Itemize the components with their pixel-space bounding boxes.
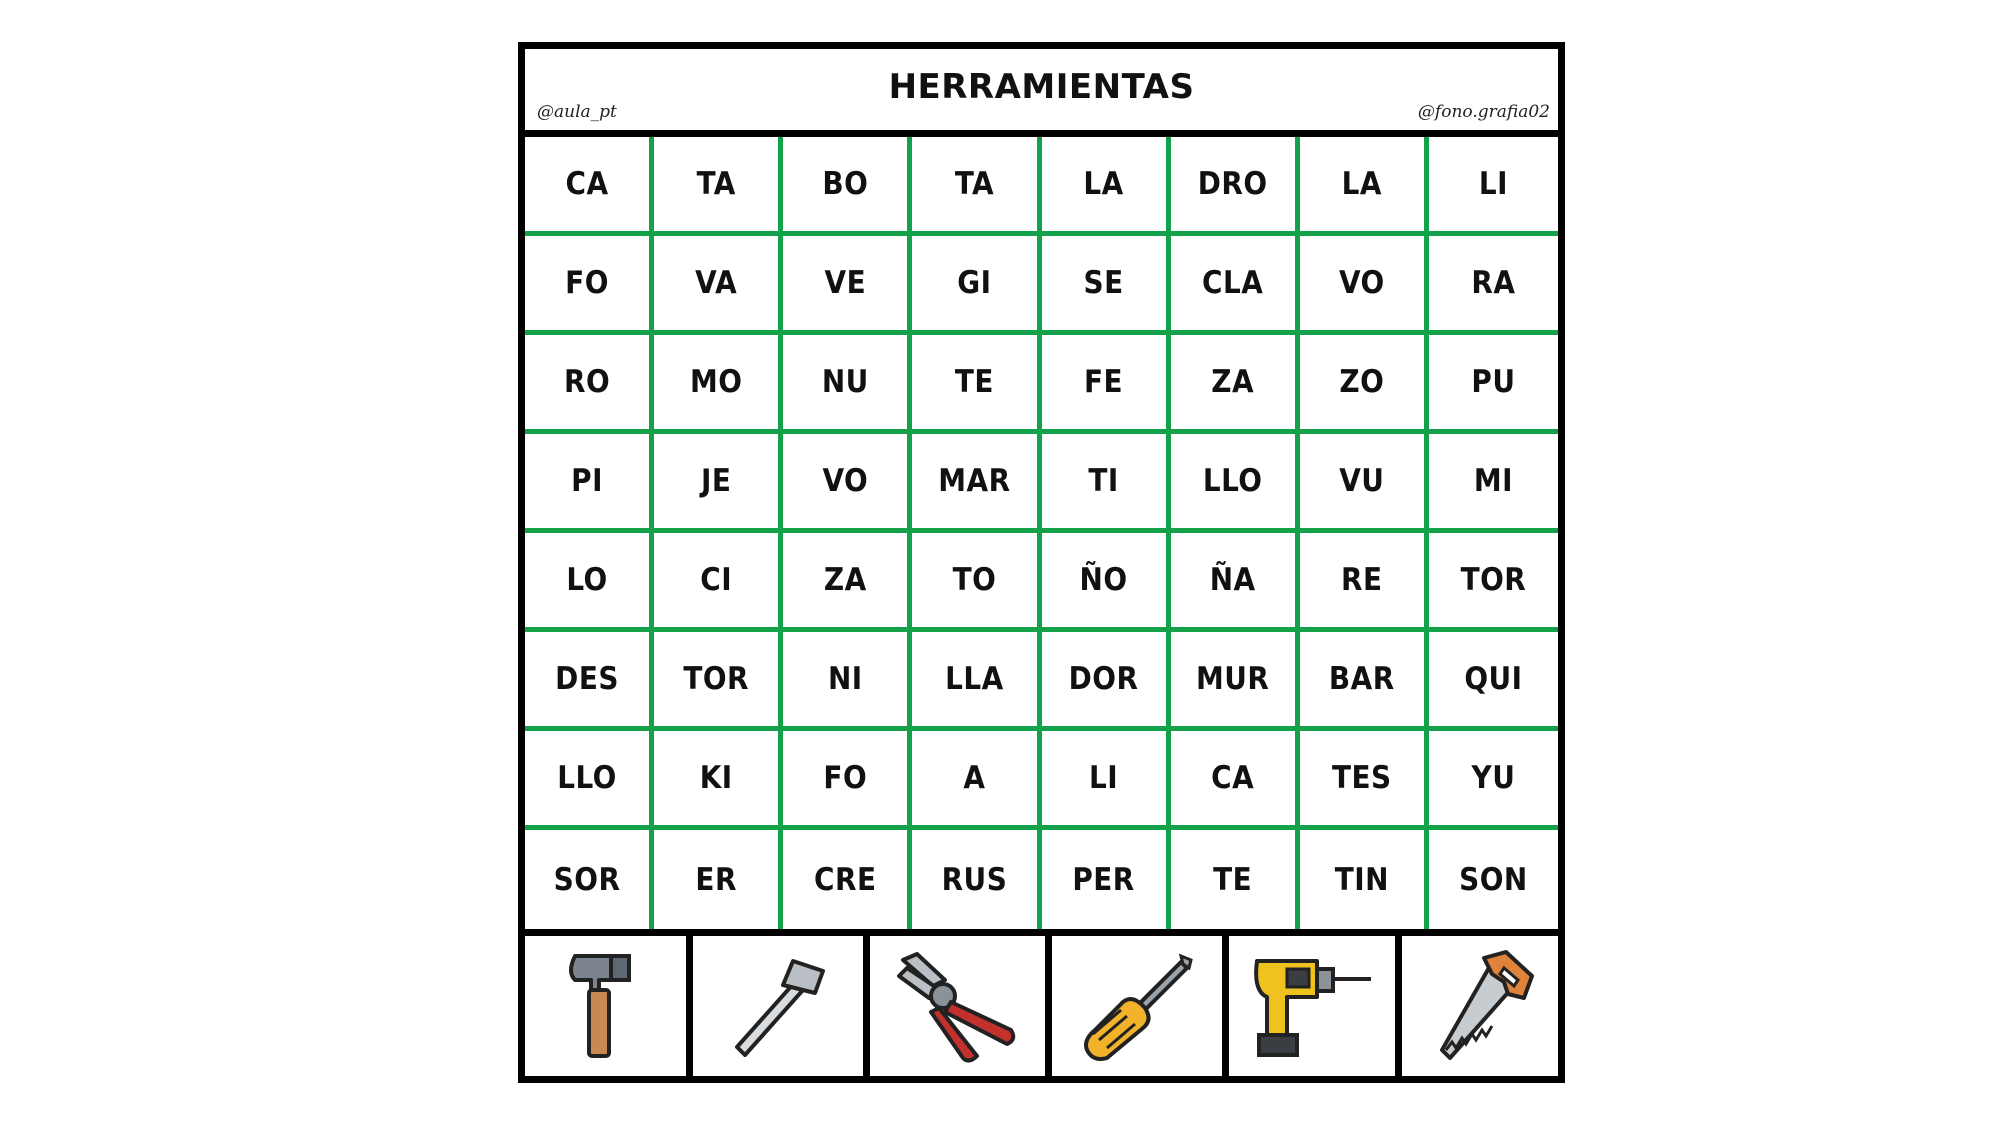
grid-cell[interactable]: ER	[654, 830, 783, 929]
credit-right: @fono.grafia02	[1417, 102, 1550, 122]
tool-cell-saw[interactable]	[1402, 936, 1558, 1076]
grid-cell[interactable]: NI	[783, 632, 912, 731]
grid-cell[interactable]: MAR	[912, 434, 1041, 533]
grid-cell[interactable]: MI	[1429, 434, 1558, 533]
tool-cell-screwdriver[interactable]	[1052, 936, 1229, 1076]
grid-cell[interactable]: DES	[525, 632, 654, 731]
grid-cell[interactable]: VA	[654, 236, 783, 335]
grid-cell[interactable]: PI	[525, 434, 654, 533]
grid-cell[interactable]: VE	[783, 236, 912, 335]
grid-cell[interactable]: RA	[1429, 236, 1558, 335]
hammer-icon	[561, 950, 651, 1062]
grid-cell[interactable]: LA	[1300, 137, 1429, 236]
grid-cell[interactable]: TO	[912, 533, 1041, 632]
syllable-grid	[525, 137, 1558, 929]
grid-cell[interactable]: ZA	[1171, 335, 1300, 434]
grid-cell[interactable]: SE	[1042, 236, 1171, 335]
word-search-sheet	[518, 42, 1565, 1083]
grid-cell[interactable]: TI	[1042, 434, 1171, 533]
grid-cell[interactable]: BO	[783, 137, 912, 236]
grid-cell[interactable]: ÑA	[1171, 533, 1300, 632]
grid-cell[interactable]: RO	[525, 335, 654, 434]
grid-cell[interactable]: SOR	[525, 830, 654, 929]
grid-cell[interactable]: TOR	[654, 632, 783, 731]
grid-cell[interactable]: VO	[783, 434, 912, 533]
grid-cell[interactable]: TE	[912, 335, 1041, 434]
tool-cell-hammer[interactable]	[525, 936, 693, 1076]
grid-cell[interactable]: VU	[1300, 434, 1429, 533]
drill-icon	[1247, 951, 1377, 1061]
grid-cell[interactable]: FE	[1042, 335, 1171, 434]
grid-cell[interactable]: TE	[1171, 830, 1300, 929]
grid-cell[interactable]: LI	[1429, 137, 1558, 236]
grid-cell[interactable]: CI	[654, 533, 783, 632]
grid-cell[interactable]: FO	[525, 236, 654, 335]
grid-cell[interactable]: TES	[1300, 731, 1429, 830]
credit-left: @aula_pt	[537, 102, 617, 122]
tool-cell-pliers[interactable]	[870, 936, 1052, 1076]
grid-cell[interactable]: GI	[912, 236, 1041, 335]
grid-cell[interactable]: TOR	[1429, 533, 1558, 632]
grid-cell[interactable]: CA	[525, 137, 654, 236]
grid-cell[interactable]: LO	[525, 533, 654, 632]
grid-cell[interactable]: NU	[783, 335, 912, 434]
tool-cell-drill[interactable]	[1229, 936, 1402, 1076]
grid-cell[interactable]: LLO	[1171, 434, 1300, 533]
grid-cell[interactable]: LI	[1042, 731, 1171, 830]
grid-cell[interactable]: DOR	[1042, 632, 1171, 731]
sheet-header	[525, 49, 1558, 137]
page-title: HERRAMIENTAS	[888, 67, 1195, 107]
grid-cell[interactable]: CLA	[1171, 236, 1300, 335]
grid-cell[interactable]: TA	[654, 137, 783, 236]
grid-cell[interactable]: A	[912, 731, 1041, 830]
grid-cell[interactable]: TIN	[1300, 830, 1429, 929]
grid-cell[interactable]: QUI	[1429, 632, 1558, 731]
grid-cell[interactable]: SON	[1459, 861, 1528, 898]
grid-cell[interactable]: JE	[654, 434, 783, 533]
grid-cell[interactable]: RE	[1300, 533, 1429, 632]
grid-cell[interactable]: ZA	[783, 533, 912, 632]
grid-cell[interactable]: DRO	[1171, 137, 1300, 236]
nail-icon	[723, 951, 833, 1061]
grid-cell[interactable]: MUR	[1171, 632, 1300, 731]
grid-cell[interactable]: VO	[1300, 236, 1429, 335]
grid-cell[interactable]: CA	[1171, 731, 1300, 830]
grid-cell[interactable]: CRE	[783, 830, 912, 929]
grid-cell[interactable]: RUS	[912, 830, 1041, 929]
grid-cell[interactable]: LLA	[912, 632, 1041, 731]
grid-cell[interactable]: KI	[654, 731, 783, 830]
saw-icon	[1420, 946, 1540, 1066]
grid-cell[interactable]: TA	[912, 137, 1041, 236]
grid-cell[interactable]: ÑO	[1042, 533, 1171, 632]
pliers-icon	[893, 946, 1023, 1066]
screwdriver-icon	[1077, 946, 1197, 1066]
grid-cell[interactable]: YU	[1429, 731, 1558, 830]
grid-cell[interactable]: MO	[654, 335, 783, 434]
grid-cell[interactable]: BAR	[1300, 632, 1429, 731]
grid-cell[interactable]: LA	[1042, 137, 1171, 236]
grid-cell[interactable]: PU	[1429, 335, 1558, 434]
grid-cell[interactable]: ZO	[1300, 335, 1429, 434]
grid-cell[interactable]: PER	[1042, 830, 1171, 929]
tool-cell-nail[interactable]	[693, 936, 870, 1076]
grid-cell[interactable]: LLO	[525, 731, 654, 830]
tools-strip	[525, 929, 1558, 1076]
grid-cell[interactable]: FO	[783, 731, 912, 830]
